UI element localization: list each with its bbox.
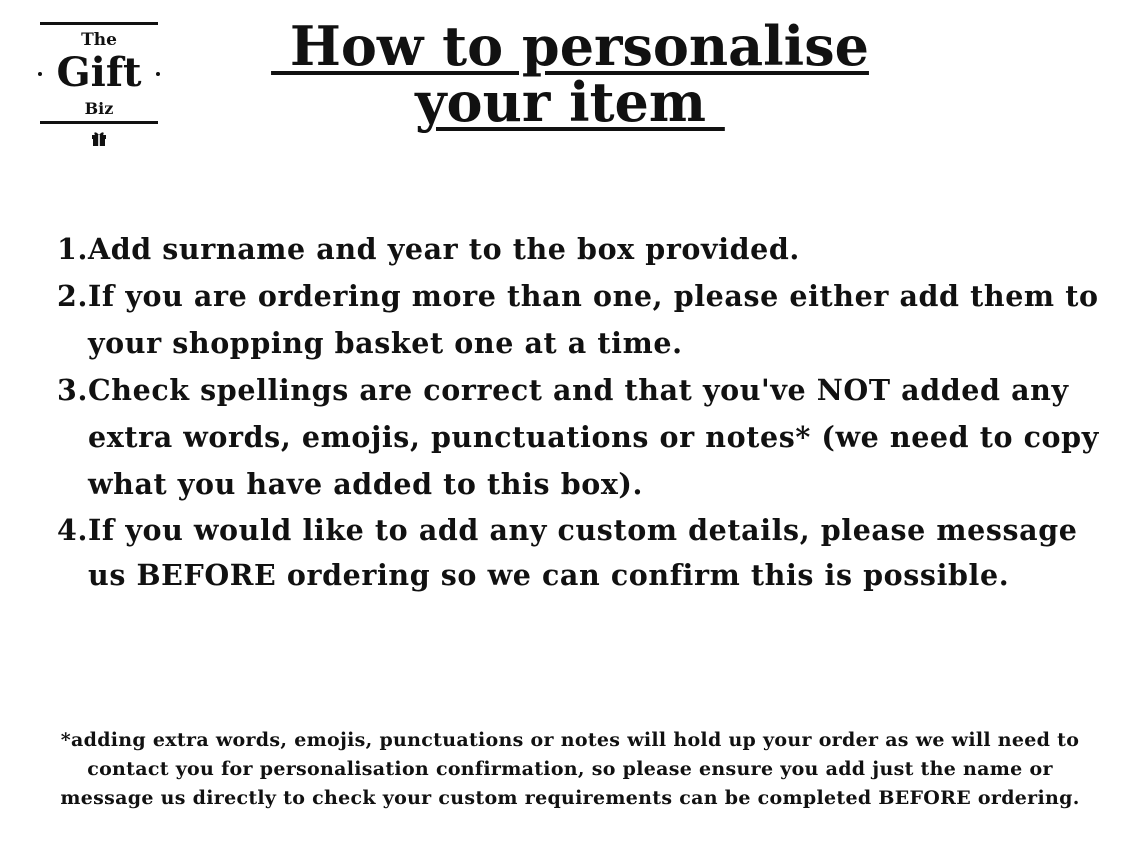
logo-top-rule: [40, 22, 158, 25]
footnote: *adding extra words, emojis, punctuations or notes will hold up your order as we will need to contact you for personalisation confirmation, so please ensure you add just the name or message us directly to check your custom requirements can be completed BEFORE ordering.: [60, 729, 1080, 809]
logo-biz-text: Biz: [84, 99, 114, 118]
logo-right-dot: [156, 72, 160, 76]
step-number: 3.: [57, 373, 88, 407]
page-title: [230, 14, 910, 134]
gift-box-icon: [91, 130, 107, 146]
logo: [36, 20, 162, 150]
instruction-list: [46, 226, 1106, 598]
step-text: Check spellings are correct and that you've NOT added any extra words, emojis, punctuations or notes* (we need to copy what you have added to this box).: [88, 373, 1099, 501]
step-number: 2.: [57, 279, 88, 313]
logo-the-text: The: [81, 30, 117, 50]
step-text: If you are ordering more than one, please either add them to your shopping basket one at a time.: [88, 279, 1099, 360]
step-number: 4.: [57, 513, 88, 547]
title-line-2: your item: [415, 70, 725, 134]
instruction-step-1: [46, 226, 1106, 273]
step-number: 1.: [57, 232, 88, 266]
instruction-step-4: [46, 508, 1106, 598]
instruction-step-3: [46, 367, 1106, 508]
title-line-1: How to personalise: [271, 14, 869, 78]
instruction-step-2: [46, 273, 1106, 367]
step-text: If you would like to add any custom details, please message us BEFORE ordering so we can confirm this is possible.: [88, 513, 1078, 592]
logo-bottom-rule: [40, 121, 158, 124]
step-text: Add surname and year to the box provided.: [88, 232, 800, 266]
logo-gift-text: Gift: [56, 49, 142, 96]
